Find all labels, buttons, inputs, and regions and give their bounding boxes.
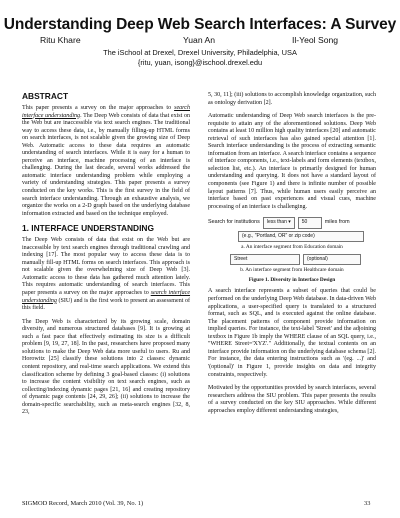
author-2: Yuan An bbox=[183, 35, 216, 45]
abstract-heading: ABSTRACT bbox=[22, 91, 69, 101]
intro-paragraph-2: The Deep Web is characterized by its growing scale, domain diversity, and numerous structured databases [9]. It is growing at such a fast pace that effectively estimating its size is a difficult problem [9, 19, 27, 18]. In the past, researchers have proposed many solutions to make the Deep Web data more useful to users. Ru and Horowitz [25] classify these solutions into 2 classes: dynamic content repository, and real-time search applications. We extend this classification scheme by defining 3 goal-based classes: (i) solutions to increase the content visibility on text search engines, such as collecting/indexing dynamic pages [21, 16] and creating repository of dynamic page contents [24, 29, 26]; (ii) solutions to increase the domain-specific searchability, such as meta-search engines [32, 8, 23, bbox=[22, 318, 190, 416]
figure-1 bbox=[208, 217, 376, 284]
left-column bbox=[22, 92, 190, 421]
location-input[interactable]: (e.g., "Portland, OR" or zip code) bbox=[238, 231, 364, 243]
paper-title: Understanding Deep Web Search Interfaces: A Survey bbox=[3, 16, 397, 33]
right-column bbox=[208, 92, 376, 419]
affiliation: The iSchool at Drexel, Drexel University, Philadelphia, USA bbox=[103, 48, 297, 57]
miles-label: miles from bbox=[324, 219, 350, 226]
figure-caption: Figure 1. Diversity in Interface Design bbox=[248, 276, 336, 283]
author-1: Ritu Khare bbox=[40, 35, 81, 45]
intro-link[interactable]: search interface understanding bbox=[22, 290, 191, 304]
abstract-link[interactable]: search interface understanding bbox=[22, 105, 190, 119]
subcaption-a: a. An interface segment from Education domain bbox=[241, 244, 343, 251]
section-1-heading: 1. INTERFACE UNDERSTANDING bbox=[22, 223, 154, 234]
intro-paragraph-1: The Deep Web consists of data that exist on the Web but are inaccessible by text search engines through traditional crawling and indexing [17]. The most popular way to access these data is to manually fill-up HTML forms on search interfaces. This approach is not scalable given the overwhelming size of Deep Web [3]. Automatic access to these data has gathered much attention lately. This requires automatic understanding of search interfaces. This paper presents a survey on the major approaches to search interface understanding (SIU) and is the first work to present an assessment of this field. bbox=[22, 237, 191, 312]
footer-source: SIGMOD Record, March 2010 (Vol. 39, No. 1) bbox=[22, 500, 144, 507]
right-paragraph-2: A search interface represents a subset of queries that could be performed on the underlying Deep Web database. In data-driven Web applications, a user-specified query is translated to a structured format, such as SQL, and is executed against the online database. The placement patterns of component provide information on implied queries. For instance, the text-label 'Street' and the adjoining textbox in Figure 1b imply the WHERE clause of an SQL query, i.e., "WHERE Street='XYZ'." Additionally, the textual contents on an interface provide information on the underlying database schema [2]. For instance, the data entering instructions such as '(eg. ...)' and '(optional)' in Figure 1, provide insights on data and integrity constraints, respectively. bbox=[208, 288, 376, 378]
author-3: Il-Yeol Song bbox=[292, 35, 339, 45]
street-field[interactable]: Street bbox=[230, 254, 300, 266]
figure-row-a bbox=[208, 217, 376, 229]
subcaption-b: b. An interface segment from Healthcare domain bbox=[240, 267, 344, 274]
optional-field[interactable]: (optional) bbox=[303, 254, 361, 266]
right-paragraph-0: 5, 30, 11]; (iii) solutions to accomplish knowledge organization, such as ontology derivation [2]. bbox=[208, 92, 376, 106]
distance-select[interactable]: less than ▾ bbox=[263, 217, 295, 229]
search-label: Search for institutions bbox=[208, 219, 260, 226]
right-paragraph-1: Automatic understanding of Deep Web search interfaces is the pre-requisite to attain any of the aforementioned solutions. Deep Web contains at least 10 million high quality interfaces [20] and automatic retrieval of such interfaces has also gained special attention [1]. Search interface understanding is the process of extracting semantic information from an interface. A search interface contains a sequence of interface components, i.e., text-labels and form elements (textbox, selection list, etc.). An interface is primarily designed for human understanding and querying. It does not have a standard layout of components (see Figure 1) and there is infinite number of possible layout patterns [7]. Thus, while human users easily perceive an interface based on past experiences and visual cues, machine processing of an interface is challenging. bbox=[208, 113, 376, 210]
figure-row-b bbox=[208, 254, 376, 266]
distance-input[interactable]: 50 bbox=[298, 217, 322, 229]
page-number: 33 bbox=[364, 500, 371, 507]
right-paragraph-3: Motivated by the opportunities provided by search interfaces, several researchers address the SIU problem. This paper presents the results of a survey conducted on the key SIU approaches. While different approaches employ different understanding strategies, bbox=[208, 385, 376, 414]
abstract-paragraph: This paper presents a survey on the major approaches to search interface understanding. The Deep Web consists of data that exist on the Web but are inaccessible via text search engines. The traditional way to access these data, i.e., by manually filling-up HTML forms on search interfaces, is not scalable given the growing size of Deep Web. Automatic access to these data requires an automatic understanding of search interfaces. While it is easy for a human to perceive an interface, machine processing of an interface is challenging. During the last decade, several works addressed the automatic interface understanding problem while employing a variety of understanding strategies. This paper presents a survey conducted on the key works. This is the first survey in the field of search interface understanding. Through an exhaustive analysis, we organize the works on a 2-D graph based on the underlying database information extracted and based on the technique employed. bbox=[22, 105, 190, 217]
emails: {ritu, yuan, isong}@ischool.drexel.edu bbox=[137, 58, 263, 67]
location-row bbox=[208, 231, 376, 243]
